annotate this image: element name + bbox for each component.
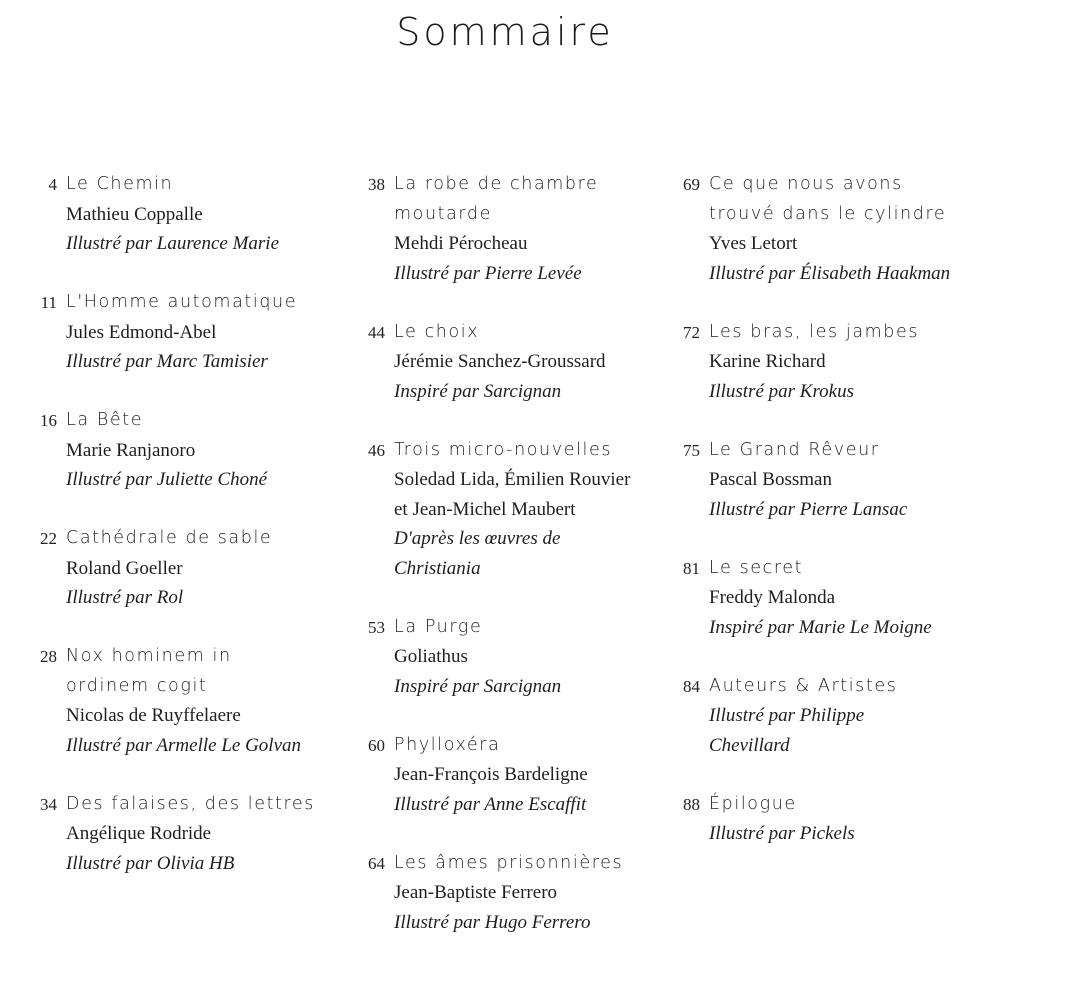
entry-author-line: Nicolas de Ruyffelaere [66, 705, 241, 726]
entry-credit-line: Illustré par Philippe [709, 705, 865, 726]
entry-title-line: ordinem cogit [66, 675, 208, 696]
entry-credit [709, 819, 993, 849]
entry-credit-line: Illustré par Laurence Marie [66, 233, 280, 254]
entry-body [709, 436, 993, 525]
entry-title-line: Des falaises, des lettres [66, 793, 315, 814]
toc-entry[interactable] [30, 642, 360, 760]
entry-credit-line: Illustré par Hugo Ferrero [394, 911, 591, 933]
toc-column-3 [673, 170, 993, 878]
entry-title-line: Le choix [394, 321, 480, 342]
entry-title-line: Le secret [709, 557, 804, 578]
page-number: 44 [368, 322, 385, 342]
entry-author-line: Mathieu Coppalle [66, 203, 203, 225]
toc-entry[interactable] [30, 170, 360, 259]
toc-entry[interactable] [358, 436, 668, 584]
entry-title [66, 288, 360, 318]
entry-author-line: Jules Edmond-Abel [66, 321, 217, 343]
entry-credit [66, 849, 360, 879]
entry-body [66, 288, 360, 377]
entry-author [709, 347, 993, 377]
entry-author [394, 642, 668, 672]
entry-author [66, 554, 360, 584]
entry-credit-line: Illustré par Rol [66, 587, 184, 608]
entry-title [709, 170, 993, 229]
entry-author-line: Marie Ranjanoro [66, 439, 196, 461]
entry-credit-line: D'après les œuvres de [394, 528, 561, 549]
entry-author [66, 200, 360, 230]
entry-title [709, 436, 993, 466]
page-number: 28 [40, 647, 57, 666]
entry-title-line: Nox hominem in [66, 646, 232, 666]
entry-title-line: Cathédrale de sable [66, 528, 273, 548]
entry-credit-line: Inspiré par Marie Le Moigne [709, 616, 932, 638]
entry-body [66, 170, 360, 259]
entry-title-line: Le Grand Rêveur [709, 439, 880, 460]
entry-body [709, 672, 993, 761]
entry-credit-line: Illustré par Pierre Lansac [709, 498, 908, 520]
toc-entry[interactable] [673, 436, 993, 525]
page-number: 75 [683, 440, 700, 460]
entry-credit-line: Illustré par Anne Escaffit [394, 793, 587, 815]
entry-author [709, 583, 993, 613]
toc-entry[interactable] [673, 318, 993, 407]
entry-author [66, 701, 360, 731]
entry-title [709, 672, 993, 702]
entry-title-line: Le Chemin [66, 174, 174, 194]
entry-author [66, 436, 360, 466]
entry-title [394, 849, 668, 879]
entry-credit-line: Illustré par Armelle Le Golvan [66, 734, 302, 756]
entry-credit [66, 465, 360, 495]
page-number: 11 [40, 293, 57, 312]
entry-title [66, 642, 360, 701]
page-number: 38 [368, 175, 385, 194]
entry-body [394, 731, 668, 820]
entry-title [709, 554, 993, 584]
entry-body [66, 642, 360, 760]
entry-author [394, 878, 668, 908]
entry-title [709, 318, 993, 348]
toc-entry[interactable] [673, 170, 993, 288]
entry-credit [66, 347, 360, 377]
entry-title-line: Phylloxéra [394, 734, 501, 755]
page-number: 46 [368, 440, 385, 460]
entry-credit [709, 495, 993, 525]
entry-credit-line: Illustré par Olivia HB [66, 852, 235, 874]
entry-credit [709, 377, 993, 407]
entry-title-line: La robe de chambre [394, 174, 599, 194]
entry-credit [394, 524, 668, 583]
entry-author [66, 819, 360, 849]
entry-title [394, 318, 668, 348]
toc-entry[interactable] [673, 672, 993, 761]
entry-author [709, 465, 993, 495]
entry-title [66, 406, 360, 436]
entry-author-line: Angélique Rodride [66, 823, 212, 844]
entry-body [394, 318, 668, 407]
entry-credit-line: Inspiré par Sarcignan [394, 675, 562, 697]
toc-entry[interactable] [673, 554, 993, 643]
page-number: 34 [40, 794, 57, 814]
toc-entry[interactable] [358, 849, 668, 938]
entry-credit [709, 259, 993, 289]
entry-credit-line: Inspiré par Sarcignan [394, 380, 562, 402]
entry-title [394, 436, 668, 466]
entry-body [66, 406, 360, 495]
entry-credit-line: Illustré par Marc Tamisier [66, 351, 268, 372]
entry-author-line: Jérémie Sanchez-Groussard [394, 351, 606, 372]
entry-author-line: Freddy Malonda [709, 587, 836, 608]
page-number: 81 [683, 558, 700, 578]
entry-credit-line: Illustré par Pierre Levée [394, 262, 582, 284]
entry-credit-line: Illustré par Krokus [709, 380, 854, 402]
entry-credit [66, 229, 360, 259]
entry-author-line: Yves Letort [709, 233, 798, 254]
entry-body [394, 170, 668, 288]
entry-author-line: Roland Goeller [66, 557, 183, 579]
entry-author [394, 347, 668, 377]
entry-author-line: Jean-Baptiste Ferrero [394, 882, 558, 903]
page-number: 53 [368, 617, 385, 637]
entry-credit [394, 377, 668, 407]
toc-entry[interactable] [358, 170, 668, 288]
entry-body [709, 554, 993, 643]
entry-author [709, 229, 993, 259]
toc-entry[interactable] [30, 406, 360, 495]
toc-entry[interactable] [358, 613, 668, 702]
entry-body [709, 318, 993, 407]
entry-title-line: Les bras, les jambes [709, 321, 920, 342]
page-number: 69 [683, 175, 700, 194]
entry-body [394, 849, 668, 938]
page-number: 60 [368, 735, 385, 755]
entry-author-line: Pascal Bossman [709, 469, 832, 490]
entry-author-line: Mehdi Pérocheau [394, 233, 528, 254]
entry-title-line: Trois micro-nouvelles [394, 439, 613, 460]
entry-body [66, 524, 360, 613]
entry-author-line: Goliathus [394, 646, 468, 667]
entry-title [394, 170, 668, 229]
entry-credit-line: Illustré par Juliette Choné [66, 469, 268, 490]
entry-credit [394, 259, 668, 289]
toc-entry[interactable] [30, 288, 360, 377]
entry-title [66, 524, 360, 554]
entry-author-line: Jean-François Bardeligne [394, 764, 588, 785]
entry-title-line: Auteurs & Artistes [709, 675, 898, 696]
entry-title-line: La Bête [66, 410, 144, 430]
entry-title-line: Les âmes prisonnières [394, 852, 624, 873]
page-number: 4 [48, 175, 57, 194]
entry-credit [66, 731, 360, 761]
entry-author [394, 760, 668, 790]
page-number: 72 [683, 322, 700, 342]
toc-column-1 [30, 170, 360, 908]
page-number: 16 [40, 411, 57, 430]
entry-title-line: Épilogue [709, 793, 797, 814]
entry-credit [709, 613, 993, 643]
entry-credit-line: Christiania [394, 557, 481, 579]
toc-entry[interactable] [30, 524, 360, 613]
toc-column-2 [358, 170, 668, 967]
entry-title-line: trouvé dans le cylindre [709, 203, 947, 224]
entry-body [394, 613, 668, 702]
toc-entry[interactable] [358, 731, 668, 820]
entry-author-line: Soledad Lida, Émilien Rouvier [394, 469, 631, 490]
entry-title [66, 790, 360, 820]
toc-entry[interactable] [30, 790, 360, 879]
page-number: 64 [368, 853, 385, 873]
page-number: 22 [40, 529, 57, 548]
entry-author-line: Karine Richard [709, 351, 826, 372]
entry-author-line: et Jean-Michel Maubert [394, 498, 576, 520]
entry-credit [66, 583, 360, 613]
entry-credit-line: Chevillard [709, 734, 790, 756]
entry-title-line: Ce que nous avons [709, 174, 903, 194]
toc-entry[interactable] [358, 318, 668, 407]
entry-body [709, 790, 993, 849]
entry-body [66, 790, 360, 879]
entry-title-line: La Purge [394, 616, 483, 637]
entry-title [66, 170, 360, 200]
entry-credit-line: Illustré par Pickels [709, 823, 855, 844]
entry-body [394, 436, 668, 584]
entry-author [394, 465, 668, 524]
entry-title [709, 790, 993, 820]
entry-credit-line: Illustré par Élisabeth Haakman [709, 262, 951, 284]
entry-title [394, 613, 668, 643]
entry-author [66, 318, 360, 348]
entry-credit [709, 701, 993, 760]
entry-credit [394, 908, 668, 938]
page-title: Sommaire [396, 10, 614, 54]
entry-body [709, 170, 993, 288]
entry-credit [394, 672, 668, 702]
toc-entry[interactable] [673, 790, 993, 849]
entry-title [394, 731, 668, 761]
entry-credit [394, 790, 668, 820]
page-number: 88 [683, 794, 700, 814]
page-number: 84 [683, 676, 700, 696]
entry-title-line: moutarde [394, 203, 492, 224]
entry-author [394, 229, 668, 259]
entry-title-line: L'Homme automatique [66, 292, 298, 312]
